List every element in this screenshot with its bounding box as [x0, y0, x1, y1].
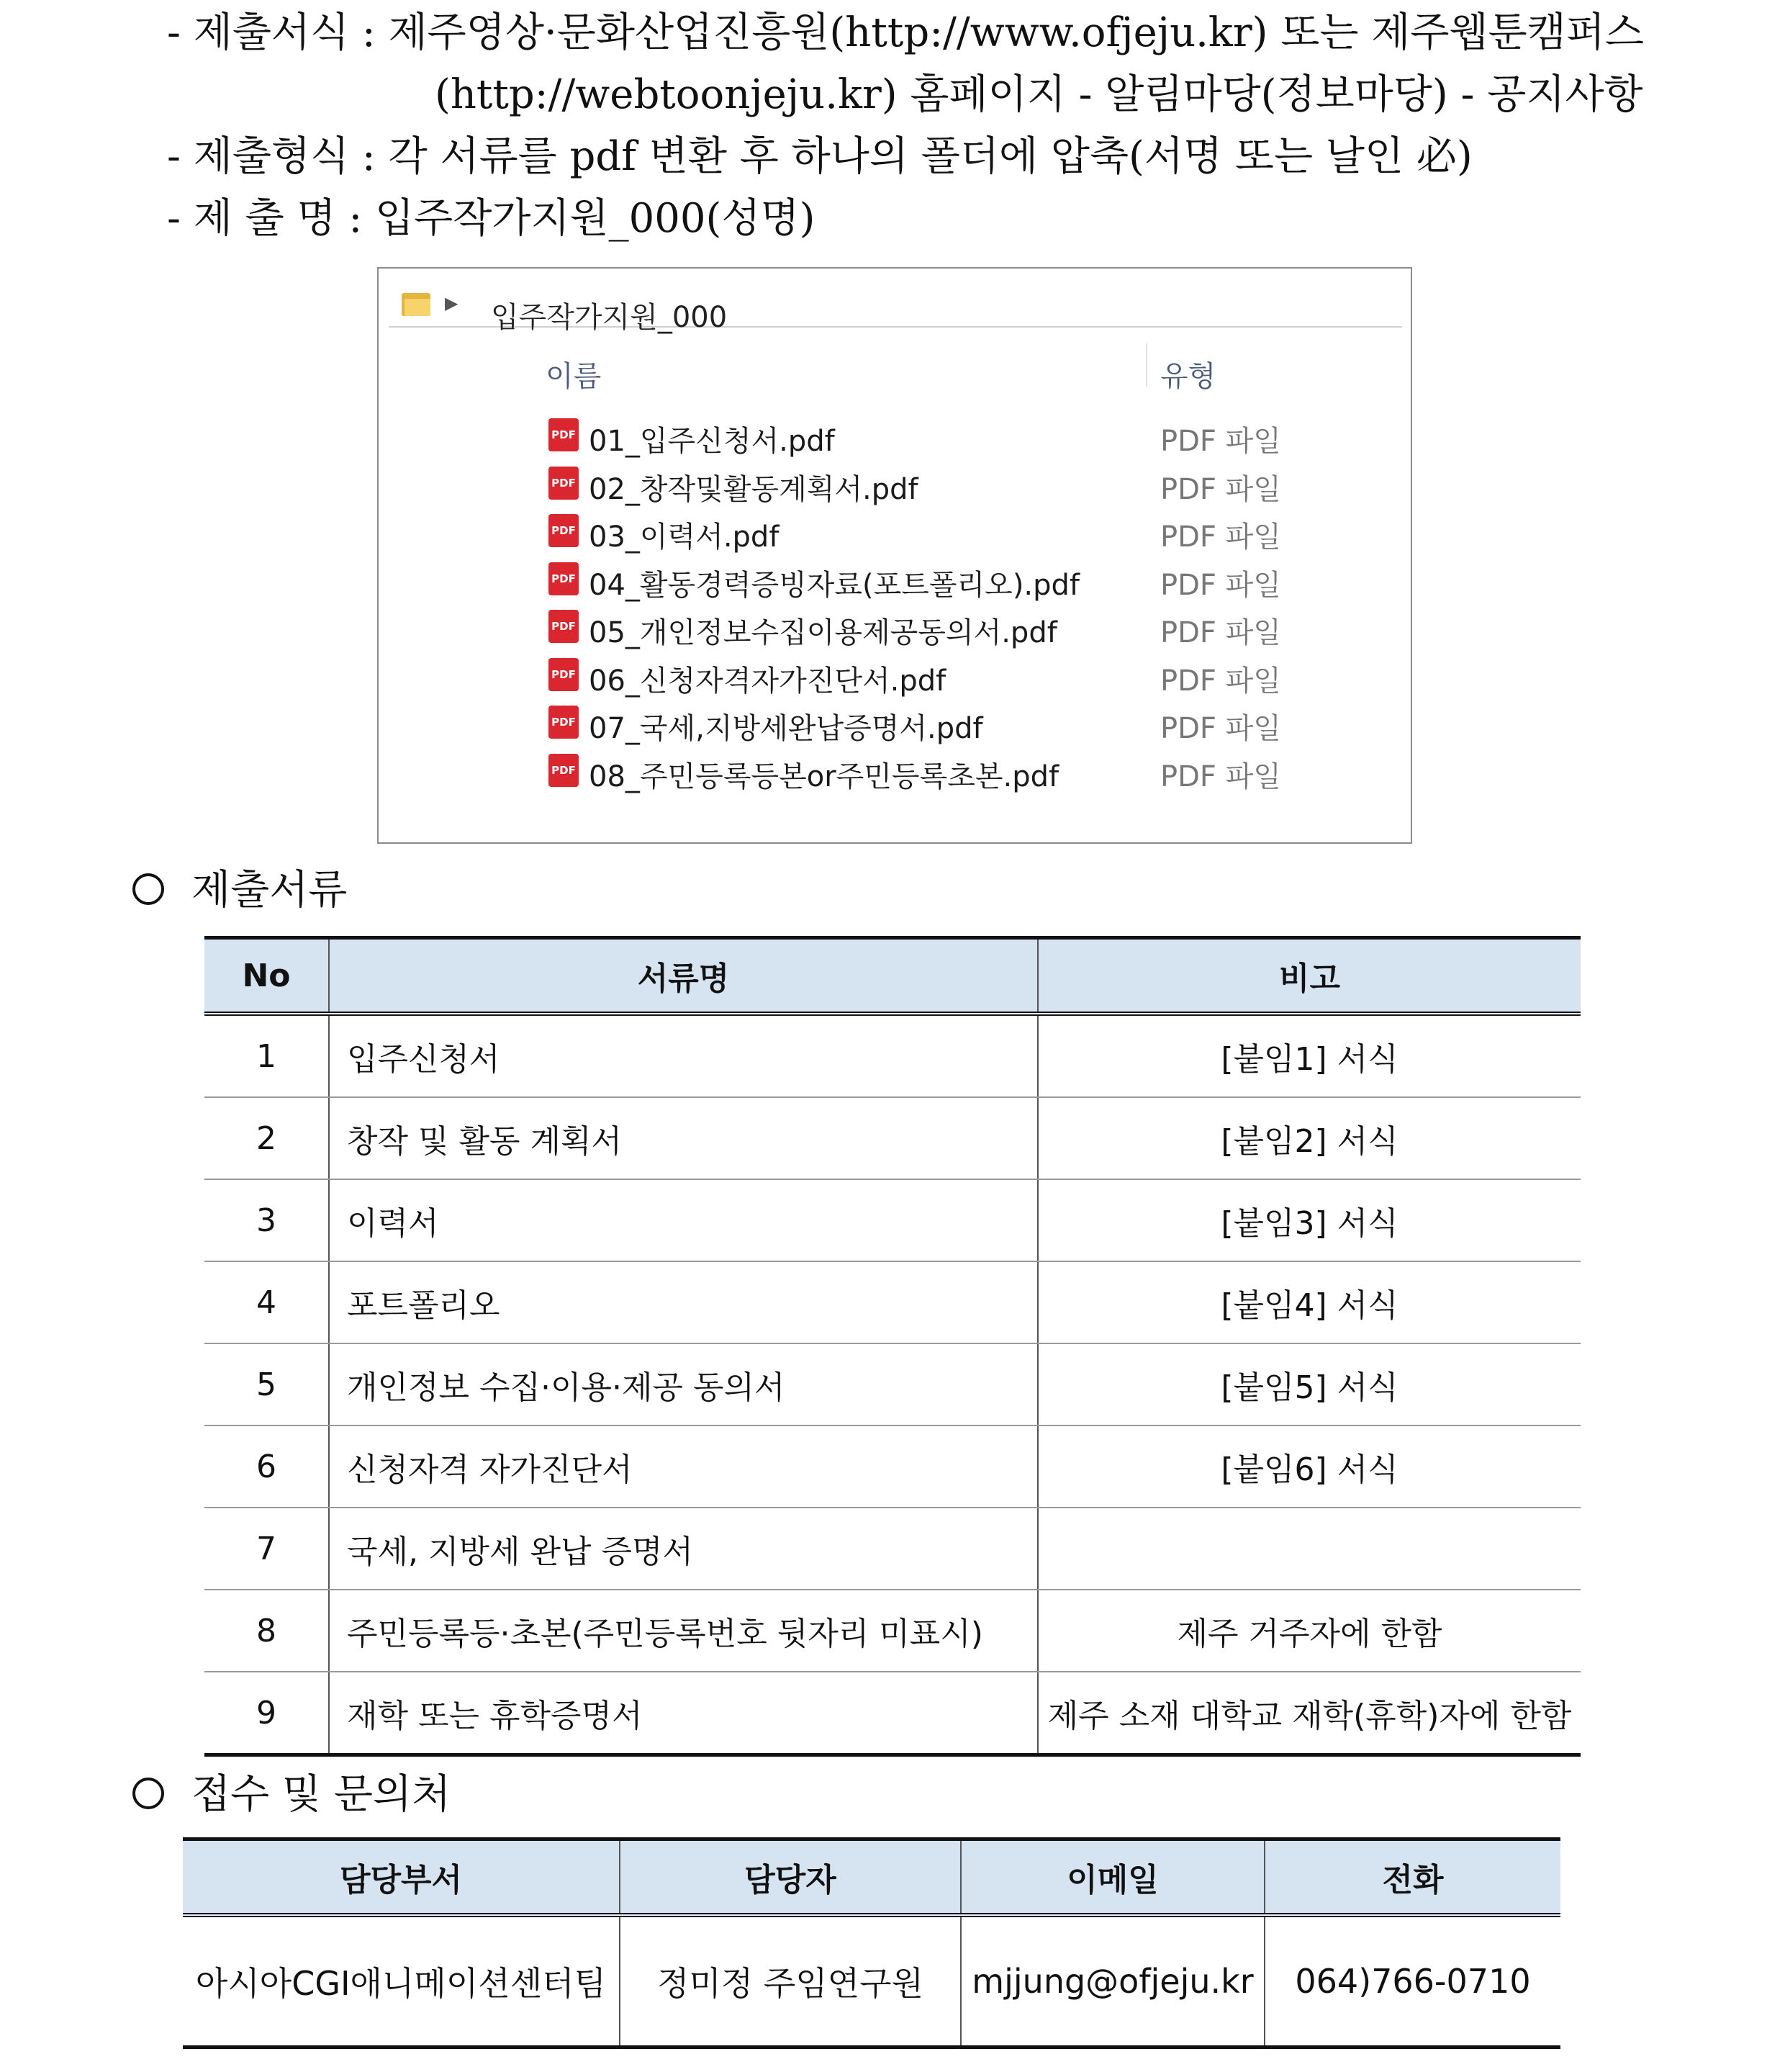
contact-table [183, 1837, 1560, 2049]
file-type: PDF 파일 [1160, 760, 1281, 793]
header-person: 담당자 [620, 1839, 961, 1916]
file-name[interactable]: 06_신청자격자가진단서.pdf [589, 664, 946, 698]
submission-method: - 제출서식 : 제주영상·문화산업진흥원(http://www.ofjeju.kr) 또는 제주웹툰캠퍼스 [167, 9, 1644, 56]
file-row[interactable] [548, 655, 1376, 698]
address-path[interactable]: 입주작가지원_000 [491, 301, 728, 334]
file-row[interactable] [548, 464, 1376, 504]
pdf-file-icon: PDF [548, 658, 579, 691]
header-doc-name: 서류명 [329, 938, 1038, 1014]
doc-name-cell: 재학 또는 휴학증명서 [329, 1672, 1038, 1755]
file-type: PDF 파일 [1160, 712, 1281, 745]
doc-name-cell: 국세, 지방세 완납 증명서 [329, 1508, 1038, 1590]
table-row [204, 1590, 1581, 1672]
circle-bullet-icon [132, 1778, 164, 1809]
address-bar[interactable] [389, 281, 1402, 334]
file-explorer-window [377, 267, 1412, 844]
file-row[interactable] [548, 607, 1376, 647]
doc-name-cell: 신청자격 자가진단서 [329, 1425, 1038, 1508]
doc-no-cell: 6 [204, 1425, 329, 1508]
header-phone: 전화 [1265, 1839, 1560, 1916]
file-name[interactable]: 08_주민등록등본or주민등록초본.pdf [589, 760, 1059, 793]
doc-name-cell: 입주신청서 [329, 1014, 1038, 1097]
doc-note-cell: [붙임6] 서식 [1038, 1425, 1581, 1508]
table-row [204, 1097, 1581, 1179]
table-row [204, 1672, 1581, 1755]
doc-no-cell: 3 [204, 1179, 329, 1261]
file-name[interactable]: 05_개인정보수집이용제공동의서.pdf [589, 616, 1057, 649]
header-email: 이메일 [961, 1839, 1265, 1916]
doc-name-cell: 이력서 [329, 1179, 1038, 1261]
pdf-file-icon: PDF [548, 562, 579, 595]
doc-no-cell: 9 [204, 1672, 329, 1755]
file-name[interactable]: 03_이력서.pdf [589, 521, 779, 554]
doc-name-cell: 개인정보 수집·이용·제공 동의서 [329, 1343, 1038, 1425]
email-cell[interactable]: mjjung@ofjeju.kr [961, 1915, 1265, 2048]
doc-note-cell: [붙임1] 서식 [1038, 1014, 1581, 1097]
header-note: 비고 [1038, 938, 1581, 1014]
column-header-type[interactable]: 유형 [1160, 360, 1216, 393]
table-row [204, 1261, 1581, 1343]
file-name[interactable]: 02_창작및활동계획서.pdf [589, 472, 918, 506]
submission-format: - 제출형식 : 각 서류를 pdf 변환 후 하나의 폴더에 압축(서명 또는 날인 必) [167, 133, 1473, 180]
submission-name: - 제 출 명 : 입주작가지원_000(성명) [167, 195, 815, 242]
documents-heading: 제출서류 [132, 858, 347, 916]
folder-icon [402, 290, 430, 316]
submission-method-cont: (http://webtoonjeju.kr) 홈페이지 - 알림마당(정보마당) - 공지사항 [435, 71, 1643, 118]
chevron-right-icon[interactable]: ▶ [445, 293, 458, 313]
pdf-file-icon: PDF [548, 418, 579, 451]
person-cell: 정미정 주임연구원 [620, 1915, 961, 2048]
documents-table [204, 936, 1581, 1757]
file-row[interactable] [548, 511, 1376, 554]
file-type: PDF 파일 [1160, 616, 1281, 649]
column-header-name[interactable]: 이름 [546, 360, 602, 393]
pdf-file-icon: PDF [548, 610, 579, 643]
doc-note-cell: [붙임2] 서식 [1038, 1097, 1581, 1179]
pdf-file-icon: PDF [548, 467, 579, 500]
file-row[interactable] [548, 703, 1376, 743]
doc-note-cell: 제주 거주자에 한함 [1038, 1590, 1581, 1672]
doc-no-cell: 2 [204, 1097, 329, 1179]
file-type: PDF 파일 [1160, 664, 1281, 698]
file-type: PDF 파일 [1160, 425, 1281, 458]
file-row[interactable] [548, 751, 1376, 791]
table-row [204, 1425, 1581, 1508]
doc-note-cell: 제주 소재 대학교 재학(휴학)자에 한함 [1038, 1672, 1581, 1755]
column-divider[interactable] [1146, 343, 1147, 387]
table-row [204, 1014, 1581, 1097]
doc-no-cell: 8 [204, 1590, 329, 1672]
file-name[interactable]: 07_국세,지방세완납증명서.pdf [589, 712, 983, 745]
file-row[interactable] [548, 559, 1376, 600]
table-row [204, 1179, 1581, 1261]
doc-note-cell: [붙임3] 서식 [1038, 1179, 1581, 1261]
circle-bullet-icon [132, 873, 164, 905]
file-type: PDF 파일 [1160, 521, 1281, 554]
file-name[interactable]: 01_입주신청서.pdf [589, 425, 835, 458]
phone-cell: 064)766-0710 [1265, 1915, 1560, 2048]
file-type: PDF 파일 [1160, 568, 1281, 602]
doc-note-cell [1038, 1508, 1581, 1590]
table-row [204, 1343, 1581, 1425]
header-no: No [204, 938, 329, 1014]
doc-no-cell: 5 [204, 1343, 329, 1425]
doc-no-cell: 7 [204, 1508, 329, 1590]
table-row [204, 1508, 1581, 1590]
department-cell: 아시아CGI애니메이션센터팀 [183, 1915, 620, 2048]
doc-name-cell: 창작 및 활동 계획서 [329, 1097, 1038, 1179]
doc-name-cell: 포트폴리오 [329, 1261, 1038, 1343]
doc-note-cell: [붙임5] 서식 [1038, 1343, 1581, 1425]
file-type: PDF 파일 [1160, 472, 1281, 506]
contact-heading: 접수 및 문의처 [132, 1762, 451, 1820]
doc-name-cell: 주민등록등·초본(주민등록번호 뒷자리 미표시) [329, 1590, 1038, 1672]
pdf-file-icon: PDF [548, 706, 579, 739]
doc-note-cell: [붙임4] 서식 [1038, 1261, 1581, 1343]
table-row [183, 1915, 1560, 2048]
doc-no-cell: 4 [204, 1261, 329, 1343]
pdf-file-icon: PDF [548, 514, 579, 547]
pdf-file-icon: PDF [548, 754, 579, 787]
doc-no-cell: 1 [204, 1014, 329, 1097]
file-row[interactable] [548, 415, 1376, 456]
file-name[interactable]: 04_활동경력증빙자료(포트폴리오).pdf [589, 568, 1080, 602]
header-department: 담당부서 [183, 1839, 620, 1916]
